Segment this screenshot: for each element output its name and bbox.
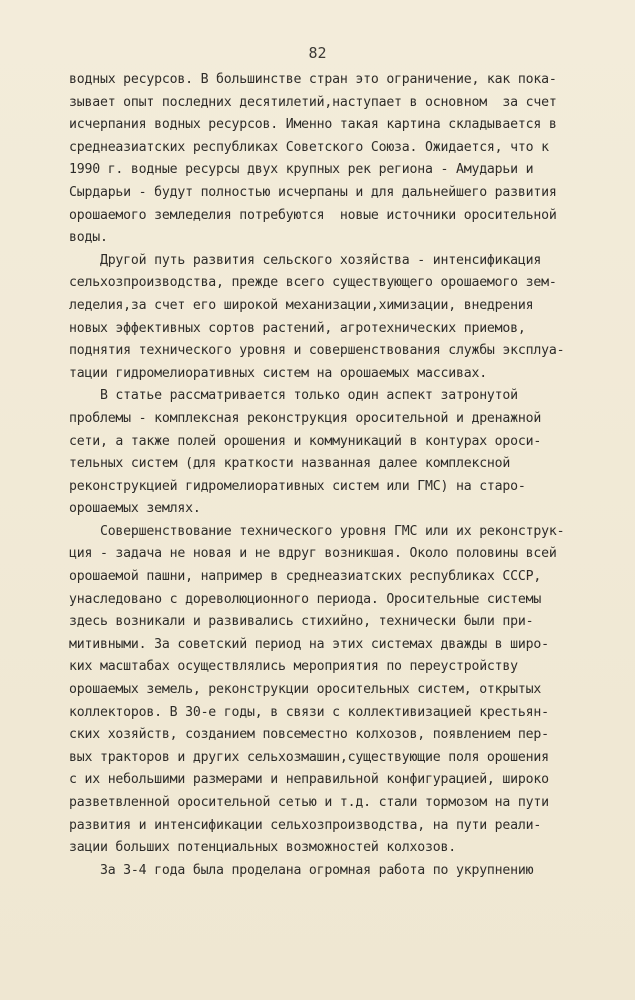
text-line: сети, а также полей орошения и коммуникаций в контурах ороси- [69, 433, 542, 449]
text-line: тации гидромелиоративных систем на орошаемых массивах. [69, 365, 487, 381]
text-line: ция - задача не новая и не вдруг возникшая. Около половины всей [69, 546, 557, 562]
text-line: воды. [69, 230, 108, 246]
text-line: проблемы - комплексная реконструкция оросительной и дренажной [69, 410, 542, 426]
text-line: сельхозпроизводства, прежде всего существующего орошаемого зем- [69, 275, 557, 291]
text-line: развития и интенсификации сельхозпроизводства, на пути реали- [69, 817, 542, 833]
text-line: 1990 г. водные ресурсы двух крупных рек региона - Амударьи и [69, 162, 534, 178]
text-line: новых эффективных сортов растений, агротехнических приемов, [69, 320, 526, 336]
text-line: В статье рассматривается только один аспект затронутой [69, 388, 518, 404]
text-line: тельных систем (для краткости названная далее комплексной [69, 456, 511, 472]
page-number: 82 [308, 44, 327, 62]
text-line: За 3-4 года была проделана огромная работа по укрупнению [69, 862, 534, 878]
text-line: Совершенствование технического уровня ГМС или их реконструк- [69, 523, 565, 539]
text-line: водных ресурсов. В большинстве стран это ограничение, как пока- [69, 72, 557, 87]
text-line: коллекторов. В 30-е годы, в связи с коллективизацией крестьян- [69, 704, 549, 720]
text-line: орошаемой пашни, например в среднеазиатских республиках СССР, [69, 569, 542, 585]
text-line: ских хозяйств, созданием повсеместно колхозов, появлением пер- [69, 727, 549, 743]
text-line: с их небольшими размерами и неправильной конфигурацией, широко [69, 772, 549, 788]
text-line: леделия,за счет его широкой механизации,химизации, внедрения [69, 297, 534, 313]
text-line: среднеазиатских республиках Советского Союза. Ожидается, что к [69, 139, 549, 155]
text-line: унаследовано с дореволюционного периода. Оросительные системы [69, 591, 542, 607]
text-line: поднятия технического уровня и совершенствования службы эксплуа- [69, 343, 565, 359]
text-line: вых тракторов и других сельхозмашин,существующие поля орошения [69, 749, 549, 765]
text-line: Сырдарьи - будут полностью исчерпаны и для дальнейшего развития [69, 184, 557, 200]
text-line: здесь возникали и развивались стихийно, технически были при- [69, 614, 534, 630]
text-line: орошаемых землях. [69, 501, 201, 517]
text-line: митивными. За советский период на этих системах дважды в широ- [69, 636, 549, 652]
text-line: орошаемых земель, реконструкции оросительных систем, открытых [69, 682, 542, 698]
text-line: исчерпания водных ресурсов. Именно такая картина складывается в [69, 117, 557, 133]
text-line: Другой путь развития сельского хозяйства - интенсификация [69, 252, 542, 268]
text-line: зывает опыт последних десятилетий,наступает в основном за счет [69, 94, 557, 110]
text-line: ких масштабах осуществлялись мероприятия по переустройству [69, 659, 518, 675]
text-line: орошаемого земледелия потребуются новые источники оросительной [69, 207, 557, 223]
text-line: зации больших потенциальных возможностей колхозов. [69, 840, 456, 856]
text-line: реконструкцией гидромелиоративных систем или ГМС) на старо- [69, 478, 526, 494]
text-line: разветвленной оросительной сетью и т.д. стали тормозом на пути [69, 795, 549, 810]
body-text [69, 69, 589, 882]
